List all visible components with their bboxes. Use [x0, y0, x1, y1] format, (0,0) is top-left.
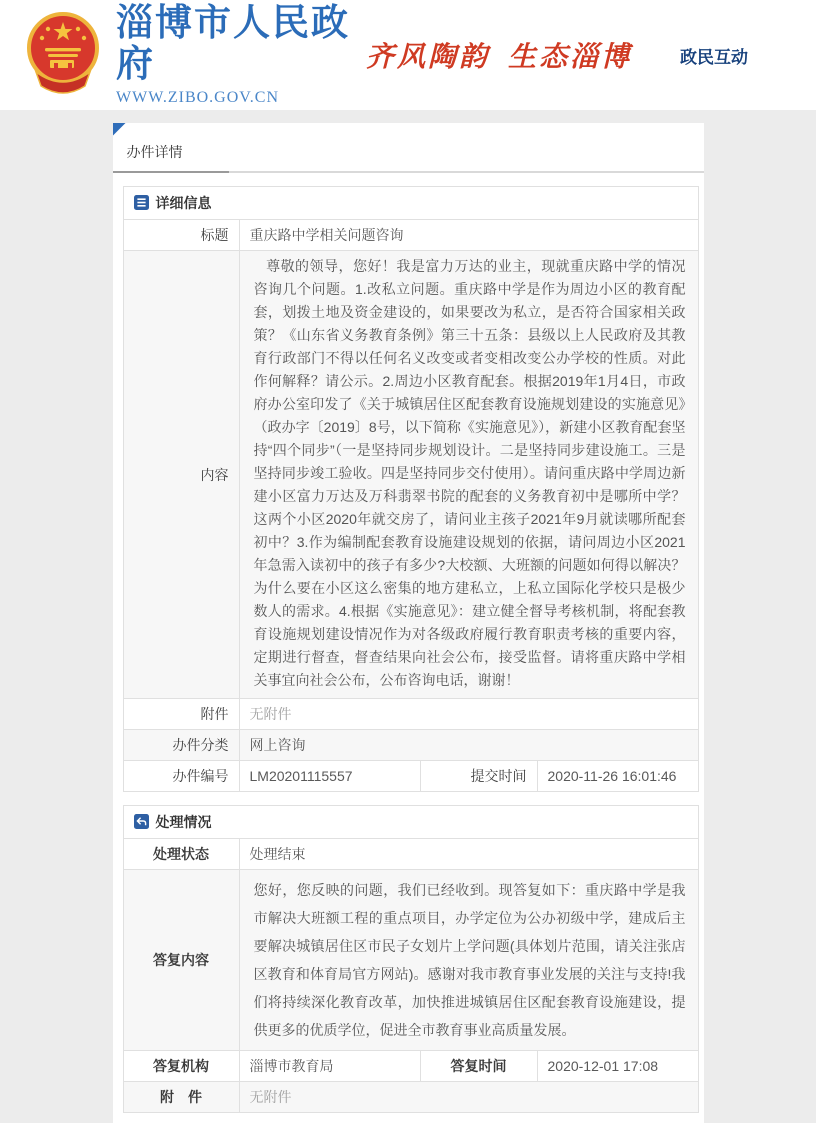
slogan-right: 生态淄博 — [507, 42, 632, 73]
category-value: 网上咨询 — [239, 730, 698, 761]
detail-list-icon — [134, 195, 149, 210]
attachment-label: 附件 — [123, 699, 239, 730]
category-label: 办件分类 — [123, 730, 239, 761]
title-value: 重庆路中学相关问题咨询 — [239, 220, 698, 251]
reply-agency-label: 答复机构 — [123, 1051, 239, 1082]
reply-time-value: 2020-12-01 17:08 — [537, 1051, 698, 1082]
table-row — [123, 761, 698, 792]
content-label: 内容 — [123, 251, 239, 699]
table-row — [123, 870, 698, 1051]
reply-attachment-label: 附 件 — [123, 1082, 239, 1113]
process-info-table — [123, 805, 699, 1113]
tab-case-detail[interactable]: 办件详情 — [113, 136, 229, 173]
table-row — [123, 251, 698, 699]
detail-section-header — [123, 187, 698, 220]
table-row — [123, 1051, 698, 1082]
attachment-value: 无附件 — [239, 699, 698, 730]
tab-bar — [113, 123, 704, 173]
reply-attachment-value: 无附件 — [239, 1082, 698, 1113]
title-label: 标题 — [123, 220, 239, 251]
reply-content-value: 您好，您反映的问题，我们已经收到。现答复如下：重庆路中学是我市解决大班额工程的重点项目，办学定位为公办初级中学，建成后主要解决城镇居住区市民子女划片上学问题(具体划片范围，请关注张店区教育和体育局官方网站)。感谢对我市教育事业发展的关注与支持!我们将持续深化教育改革，加快推进城镇居住区配套教育设施建设，提供更多的优质学位，促进全市教育事业高质量发展。 — [239, 870, 698, 1051]
table-row — [123, 730, 698, 761]
reply-arrow-icon — [134, 814, 149, 829]
detail-card — [113, 123, 704, 1123]
table-row — [123, 839, 698, 870]
submit-time-value: 2020-11-26 16:01:46 — [537, 761, 698, 792]
status-label: 处理状态 — [123, 839, 239, 870]
case-number-label: 办件编号 — [123, 761, 239, 792]
table-row — [123, 1082, 698, 1113]
page-area — [0, 110, 816, 1123]
reply-time-label: 答复时间 — [420, 1051, 537, 1082]
nav-item-interaction[interactable]: 政民互动 — [680, 47, 748, 67]
site-header — [0, 0, 816, 110]
slogan-left: 齐风陶韵 — [365, 42, 490, 73]
reply-agency-value: 淄博市教育局 — [239, 1051, 420, 1082]
case-number-value: LM20201115557 — [239, 761, 420, 792]
site-brand — [116, 3, 366, 106]
process-section-header — [123, 806, 698, 839]
reply-content-label: 答复内容 — [123, 870, 239, 1051]
submit-time-label: 提交时间 — [420, 761, 537, 792]
site-url: WWW.ZIBO.GOV.CN — [116, 88, 279, 106]
table-row — [123, 699, 698, 730]
table-row — [123, 220, 698, 251]
process-section-title: 处理情况 — [155, 814, 212, 830]
detail-info-table — [123, 186, 699, 792]
site-title: 淄博市人民政府 — [116, 2, 350, 84]
detail-section-title: 详细信息 — [155, 195, 212, 211]
status-value: 处理结束 — [239, 839, 698, 870]
site-slogan — [366, 35, 632, 75]
national-emblem-logo — [24, 10, 102, 100]
content-value: 尊敬的领导，您好！我是富力万达的业主，现就重庆路中学的情况咨询几个问题。1.改私立问题。重庆路中学是作为周边小区的教育配套，划拨土地及资金建设的，如果要改为私立，是否符合国家相关政策？《山东省义务教育条例》第三十五条：县级以上人民政府及其教育行政部门不得以任何名义改变或者变相改变公办学校的性质。对此作何解释？请公示。2.周边小区教育配套。根据2019年1月4日，市政府办公室印发了《关于城镇居住区配套教育设施规划建设的实施意见》（政办字〔2019〕8号，以下简称《实施意见》），新建小区教育配套坚持“四个同步”（一是坚持同步规划设计。二是坚持同步建设施工。三是坚持同步竣工验收。四是坚持同步交付使用）。请问重庆路中学周边新建小区富力万达及万科翡翠书院的配套的义务教育初中是哪所中学？这两个小区2020年就交房了，请问业主孩子2021年9月就读哪所配套初中？3.作为编制配套教育设施建设规划的依据，请问周边小区2021年急需入读初中的孩子有多少?大校额、大班额的问题如何得以解决？为什么要在小区这么密集的地方建私立，上私立国际化学校只是极少数人的需求。4.根据《实施意见》：建立健全督导考核机制，将配套教育设施规划建设情况作为对各级政府履行教育职责考核的重要内容，定期进行督查，督查结果向社会公布，接受监督。请将重庆路中学相关事宜向社会公布，公布咨询电话，谢谢！ — [239, 251, 698, 699]
